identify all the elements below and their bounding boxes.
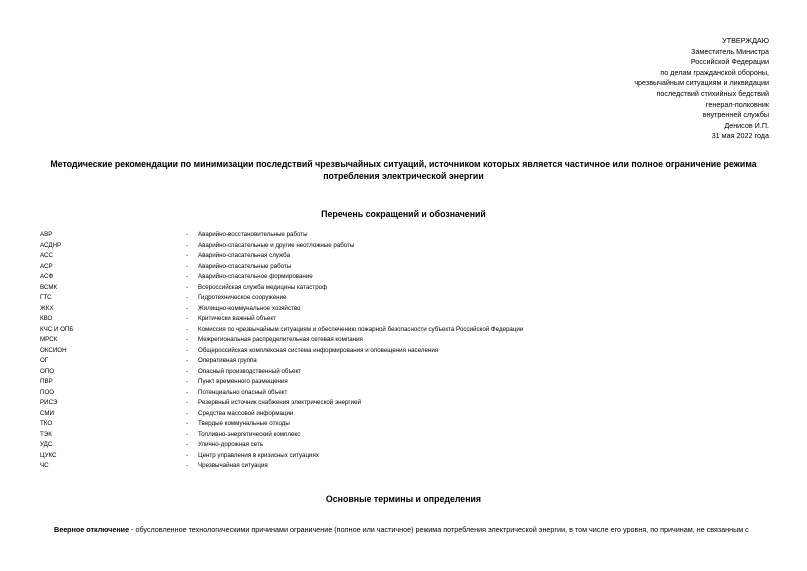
abbreviation-dash: - xyxy=(186,357,189,364)
term-name: Веерное отключение xyxy=(54,525,130,534)
abbreviation-row xyxy=(40,398,780,409)
abbreviation-meaning: Потенциально опасный объект xyxy=(198,388,288,396)
abbreviation-meaning: Опасный производственный объект xyxy=(198,367,302,375)
abbreviation-code: ПОО xyxy=(40,388,55,396)
abbreviation-dash: - xyxy=(186,420,189,427)
abbreviation-meaning: Твердые коммунальные отходы xyxy=(198,420,290,427)
abbreviation-dash: - xyxy=(186,367,189,375)
abbreviation-meaning: Пункт временного размещения xyxy=(198,378,288,385)
abbreviation-dash: - xyxy=(186,325,189,333)
terms-heading: Основные термины и определения xyxy=(325,494,482,504)
abbreviation-dash: - xyxy=(186,441,189,448)
abbreviation-meaning: Топливно-энергетический комплекс xyxy=(198,430,301,438)
term-paragraph xyxy=(40,524,767,535)
abbreviation-row xyxy=(40,377,780,388)
abbreviation-meaning: Аварийно-спасательное формирование xyxy=(198,273,313,280)
abbreviation-code: ВСМК xyxy=(40,283,58,291)
abbreviation-dash: - xyxy=(186,294,189,301)
approval-block xyxy=(634,36,769,142)
abbreviation-row xyxy=(40,335,780,346)
abbreviation-row xyxy=(40,367,780,378)
abbreviation-code: ЦУКС xyxy=(40,451,57,459)
abbreviation-dash: - xyxy=(186,451,189,459)
abbreviation-row xyxy=(40,251,780,262)
abbreviation-code: КВО xyxy=(40,315,53,322)
abbreviation-meaning: Оперативная группа xyxy=(198,357,257,364)
abbreviation-dash: - xyxy=(186,378,189,385)
abbreviation-dash: - xyxy=(186,346,189,354)
abbreviation-row xyxy=(40,388,780,399)
approval-line: УТВЕРЖДАЮ xyxy=(722,36,769,45)
abbreviation-dash: - xyxy=(186,304,189,312)
abbreviation-dash: - xyxy=(186,336,189,343)
abbreviation-dash: - xyxy=(186,262,189,270)
abbreviation-dash: - xyxy=(186,273,189,280)
abbreviation-row xyxy=(40,293,780,304)
abbreviation-meaning: Комиссия по чрезвычайным ситуациям и обеспечению пожарной безопасности субъекта Российской Федерации xyxy=(198,325,524,333)
abbreviation-meaning: Чрезвычайная ситуация xyxy=(198,462,268,469)
abbreviation-meaning: Гидротехническое сооружение xyxy=(198,294,287,301)
abbreviation-meaning: Центр управления в кризисных ситуациях xyxy=(198,451,319,459)
abbreviation-row xyxy=(40,304,780,315)
term-definition: - обусловленное технологическими причинами ограничение (полное или частичное) режима потребления электрической энергии, в том числе его уровня, по причинам, не связанным с xyxy=(129,525,749,534)
abbreviation-meaning: Общероссийская комплексная система информирования и оповещения населения xyxy=(198,346,439,354)
approval-line: последствий стихийных бедствий xyxy=(656,88,769,98)
approval-line: Заместитель Министра xyxy=(691,46,769,56)
abbreviation-code: КЧС И ОПБ xyxy=(40,325,74,333)
abbreviation-row xyxy=(40,419,780,430)
abbreviation-meaning: Аварийно-спасательная служба xyxy=(198,252,291,259)
abbreviation-meaning: Аварийно-спасательные работы xyxy=(198,262,292,270)
abbreviation-row xyxy=(40,272,780,283)
abbreviation-meaning: Аварийно-восстановительные работы xyxy=(198,231,308,238)
approval-line: чрезвычайным ситуациям и ликвидации xyxy=(634,78,769,88)
abbreviation-code: УДС xyxy=(40,441,53,448)
abbreviation-dash: - xyxy=(186,462,189,469)
abbreviation-row xyxy=(40,346,780,357)
abbreviation-row xyxy=(40,451,780,462)
abbreviation-meaning: Аварийно-спасательные и другие неотложные работы xyxy=(198,241,355,249)
document-title: Методические рекомендации по минимизации последствий чрезвычайных ситуаций, источником которых является частичное или полное ограничение режима потребления электрической энергии xyxy=(50,159,757,181)
abbreviation-row xyxy=(40,430,780,441)
abbreviation-row xyxy=(40,262,780,273)
abbreviation-code: ТКО xyxy=(40,420,53,427)
abbreviation-dash: - xyxy=(186,399,189,406)
abbreviation-meaning: Критически важный объект xyxy=(198,315,276,322)
approval-line: Российской Федерации xyxy=(690,57,769,67)
approval-line: 31 мая 2022 года xyxy=(711,131,769,141)
abbreviation-code: АВР xyxy=(40,231,53,238)
abbreviation-dash: - xyxy=(186,252,189,259)
abbreviation-code: СМИ xyxy=(40,409,55,417)
abbreviation-dash: - xyxy=(186,283,189,291)
abbreviation-dash: - xyxy=(186,430,189,438)
abbreviation-code: РИСЭ xyxy=(40,399,58,406)
abbreviation-code: ЧС xyxy=(40,462,49,469)
approval-line: генерал-полковник xyxy=(705,99,769,109)
abbreviations-list xyxy=(40,230,780,472)
abbreviation-row xyxy=(40,241,780,252)
abbreviation-row xyxy=(40,440,780,451)
abbreviation-code: ПВР xyxy=(40,378,53,385)
abbreviations-heading: Перечень сокращений и обозначений xyxy=(321,209,486,219)
approval-line: Денисов И.П. xyxy=(724,120,769,130)
abbreviation-code: ОГ xyxy=(40,357,49,364)
abbreviation-dash: - xyxy=(186,409,189,417)
approval-line: внутренней службы xyxy=(702,110,769,120)
abbreviation-code: МРСК xyxy=(40,336,58,343)
abbreviation-code: АСР xyxy=(40,262,53,270)
abbreviation-dash: - xyxy=(186,231,189,238)
abbreviation-row xyxy=(40,283,780,294)
abbreviation-code: АСДНР xyxy=(40,241,62,249)
abbreviation-code: АСС xyxy=(40,252,53,259)
abbreviation-code: ОКСИОН xyxy=(40,346,67,354)
abbreviation-row xyxy=(40,325,780,336)
abbreviation-row xyxy=(40,230,780,241)
abbreviation-row xyxy=(40,356,780,367)
abbreviation-code: ГТС xyxy=(40,294,52,301)
abbreviation-meaning: Жилищно-коммунальное хозяйство xyxy=(198,304,301,312)
abbreviation-dash: - xyxy=(186,241,189,249)
abbreviation-code: АСФ xyxy=(40,273,54,280)
abbreviation-dash: - xyxy=(186,315,189,322)
abbreviation-meaning: Улично-дорожная сеть xyxy=(198,441,264,448)
abbreviation-meaning: Средства массовой информации xyxy=(198,409,294,417)
abbreviation-meaning: Резервный источник снабжения электрической энергией xyxy=(198,399,362,406)
abbreviation-row xyxy=(40,461,780,472)
abbreviation-code: ЖКХ xyxy=(40,304,54,312)
abbreviation-row xyxy=(40,314,780,325)
abbreviation-meaning: Межрегиональная распределительная сетевая компания xyxy=(198,336,363,343)
abbreviation-row xyxy=(40,409,780,420)
abbreviation-code: ТЭК xyxy=(40,430,52,438)
abbreviation-dash: - xyxy=(186,388,189,396)
abbreviation-code: ОПО xyxy=(40,367,55,375)
abbreviation-meaning: Всероссийская служба медицины катастроф xyxy=(198,283,328,291)
approval-line: по делам гражданской обороны, xyxy=(660,67,769,77)
